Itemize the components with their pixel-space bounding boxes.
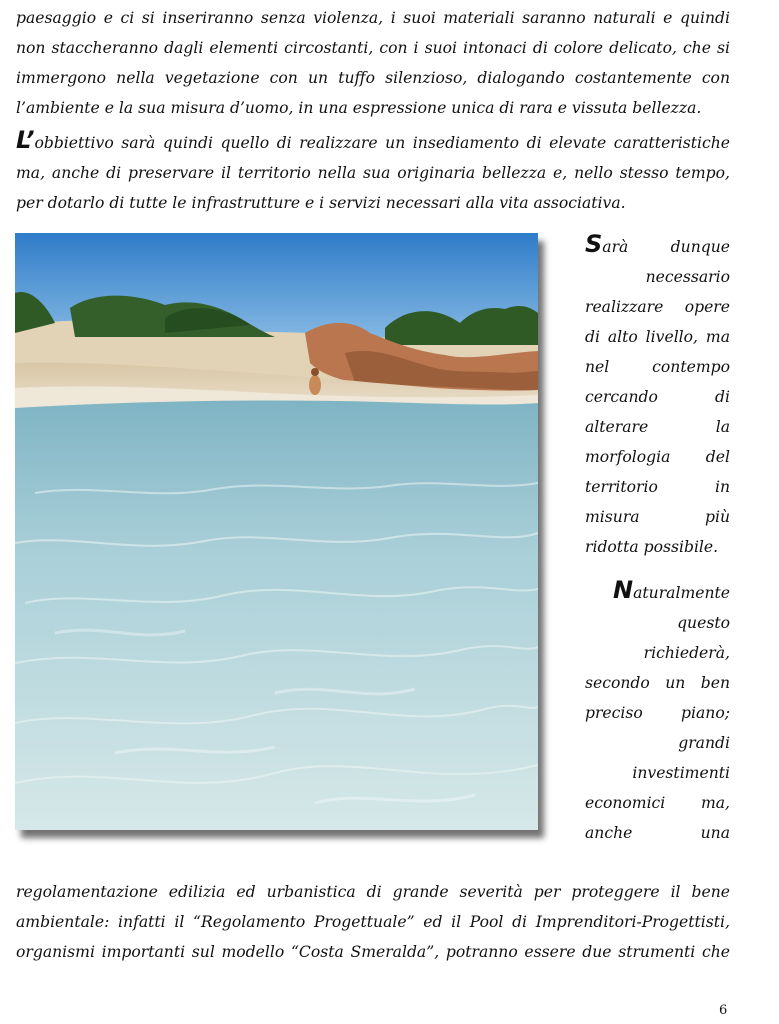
text-line: economici ma, xyxy=(585,794,730,812)
text-line: paesaggio e ci si inseriranno senza violenza, i suoi materiali saranno naturali e quindi xyxy=(16,9,730,27)
drop-cap: N xyxy=(613,576,634,604)
text-line xyxy=(16,128,730,158)
text-line: nel contempo xyxy=(585,358,730,376)
text-word: arà xyxy=(602,238,629,256)
drop-cap: L’ xyxy=(16,126,35,154)
beach-photo-illustration xyxy=(15,233,538,830)
text-line: per dotarlo di tutte le infrastrutture e i servizi necessari alla vita associativa. xyxy=(16,194,626,212)
text-line: di alto livello, ma xyxy=(585,328,730,346)
text-line: anche una xyxy=(585,824,730,842)
text-line: preciso piano; xyxy=(585,704,730,722)
page-number: 6 xyxy=(719,1003,728,1018)
text-line: organismi importanti sul modello “Costa Smeralda”, potranno essere due strumenti che xyxy=(16,943,730,961)
beach-photo xyxy=(15,233,538,830)
text-line: richiederà, xyxy=(643,644,730,662)
text-line: non staccheranno dagli elementi circostanti, con i suoi intonaci di colore delicato, che si xyxy=(16,39,730,57)
text-line: territorio in xyxy=(585,478,730,496)
column-naturalmente xyxy=(585,578,730,848)
paragraph-intro xyxy=(16,3,730,123)
text-line: regolamentazione edilizia ed urbanistica di grande severità per proteggere il bene xyxy=(16,883,730,901)
text-line: l’ambiente e la sua misura d’uomo, in una espressione unica di rara e vissuta bellezza. xyxy=(16,99,702,117)
text-line: alterare la xyxy=(585,418,730,436)
text-line: cercando di xyxy=(585,388,730,406)
text-line: ambientale: infatti il “Regolamento Progettuale” ed il Pool di Imprenditori-Progettisti, xyxy=(16,913,730,931)
text-line: secondo un ben xyxy=(585,674,730,692)
text-line: ridotta possibile. xyxy=(585,538,719,556)
paragraph-objective xyxy=(16,128,730,218)
text-line-rest: obbiettivo sarà quindi quello di realizzare un insediamento di elevate caratteristiche xyxy=(34,134,730,152)
text-word: dunque xyxy=(670,238,730,256)
paragraph-regulation xyxy=(16,877,730,967)
drop-cap: S xyxy=(585,230,603,258)
text-line: necessario xyxy=(645,268,730,286)
text-line: realizzare opere xyxy=(585,298,730,316)
text-line: immergono nella vegetazione con un tuffo silenzioso, dialogando costantemente con xyxy=(16,69,730,87)
column-sara xyxy=(585,232,730,562)
text-line xyxy=(585,232,730,262)
text-line: ma, anche di preservare il territorio nella sua originaria bellezza e, nello stesso tempo, xyxy=(16,164,730,182)
text-line: misura più xyxy=(585,508,730,526)
text-word: aturalmente xyxy=(633,584,730,602)
text-line xyxy=(585,578,730,608)
text-line: investimenti xyxy=(632,764,730,782)
text-line: grandi xyxy=(678,734,730,752)
text-line: morfologia del xyxy=(585,448,730,466)
text-line: questo xyxy=(677,614,730,632)
